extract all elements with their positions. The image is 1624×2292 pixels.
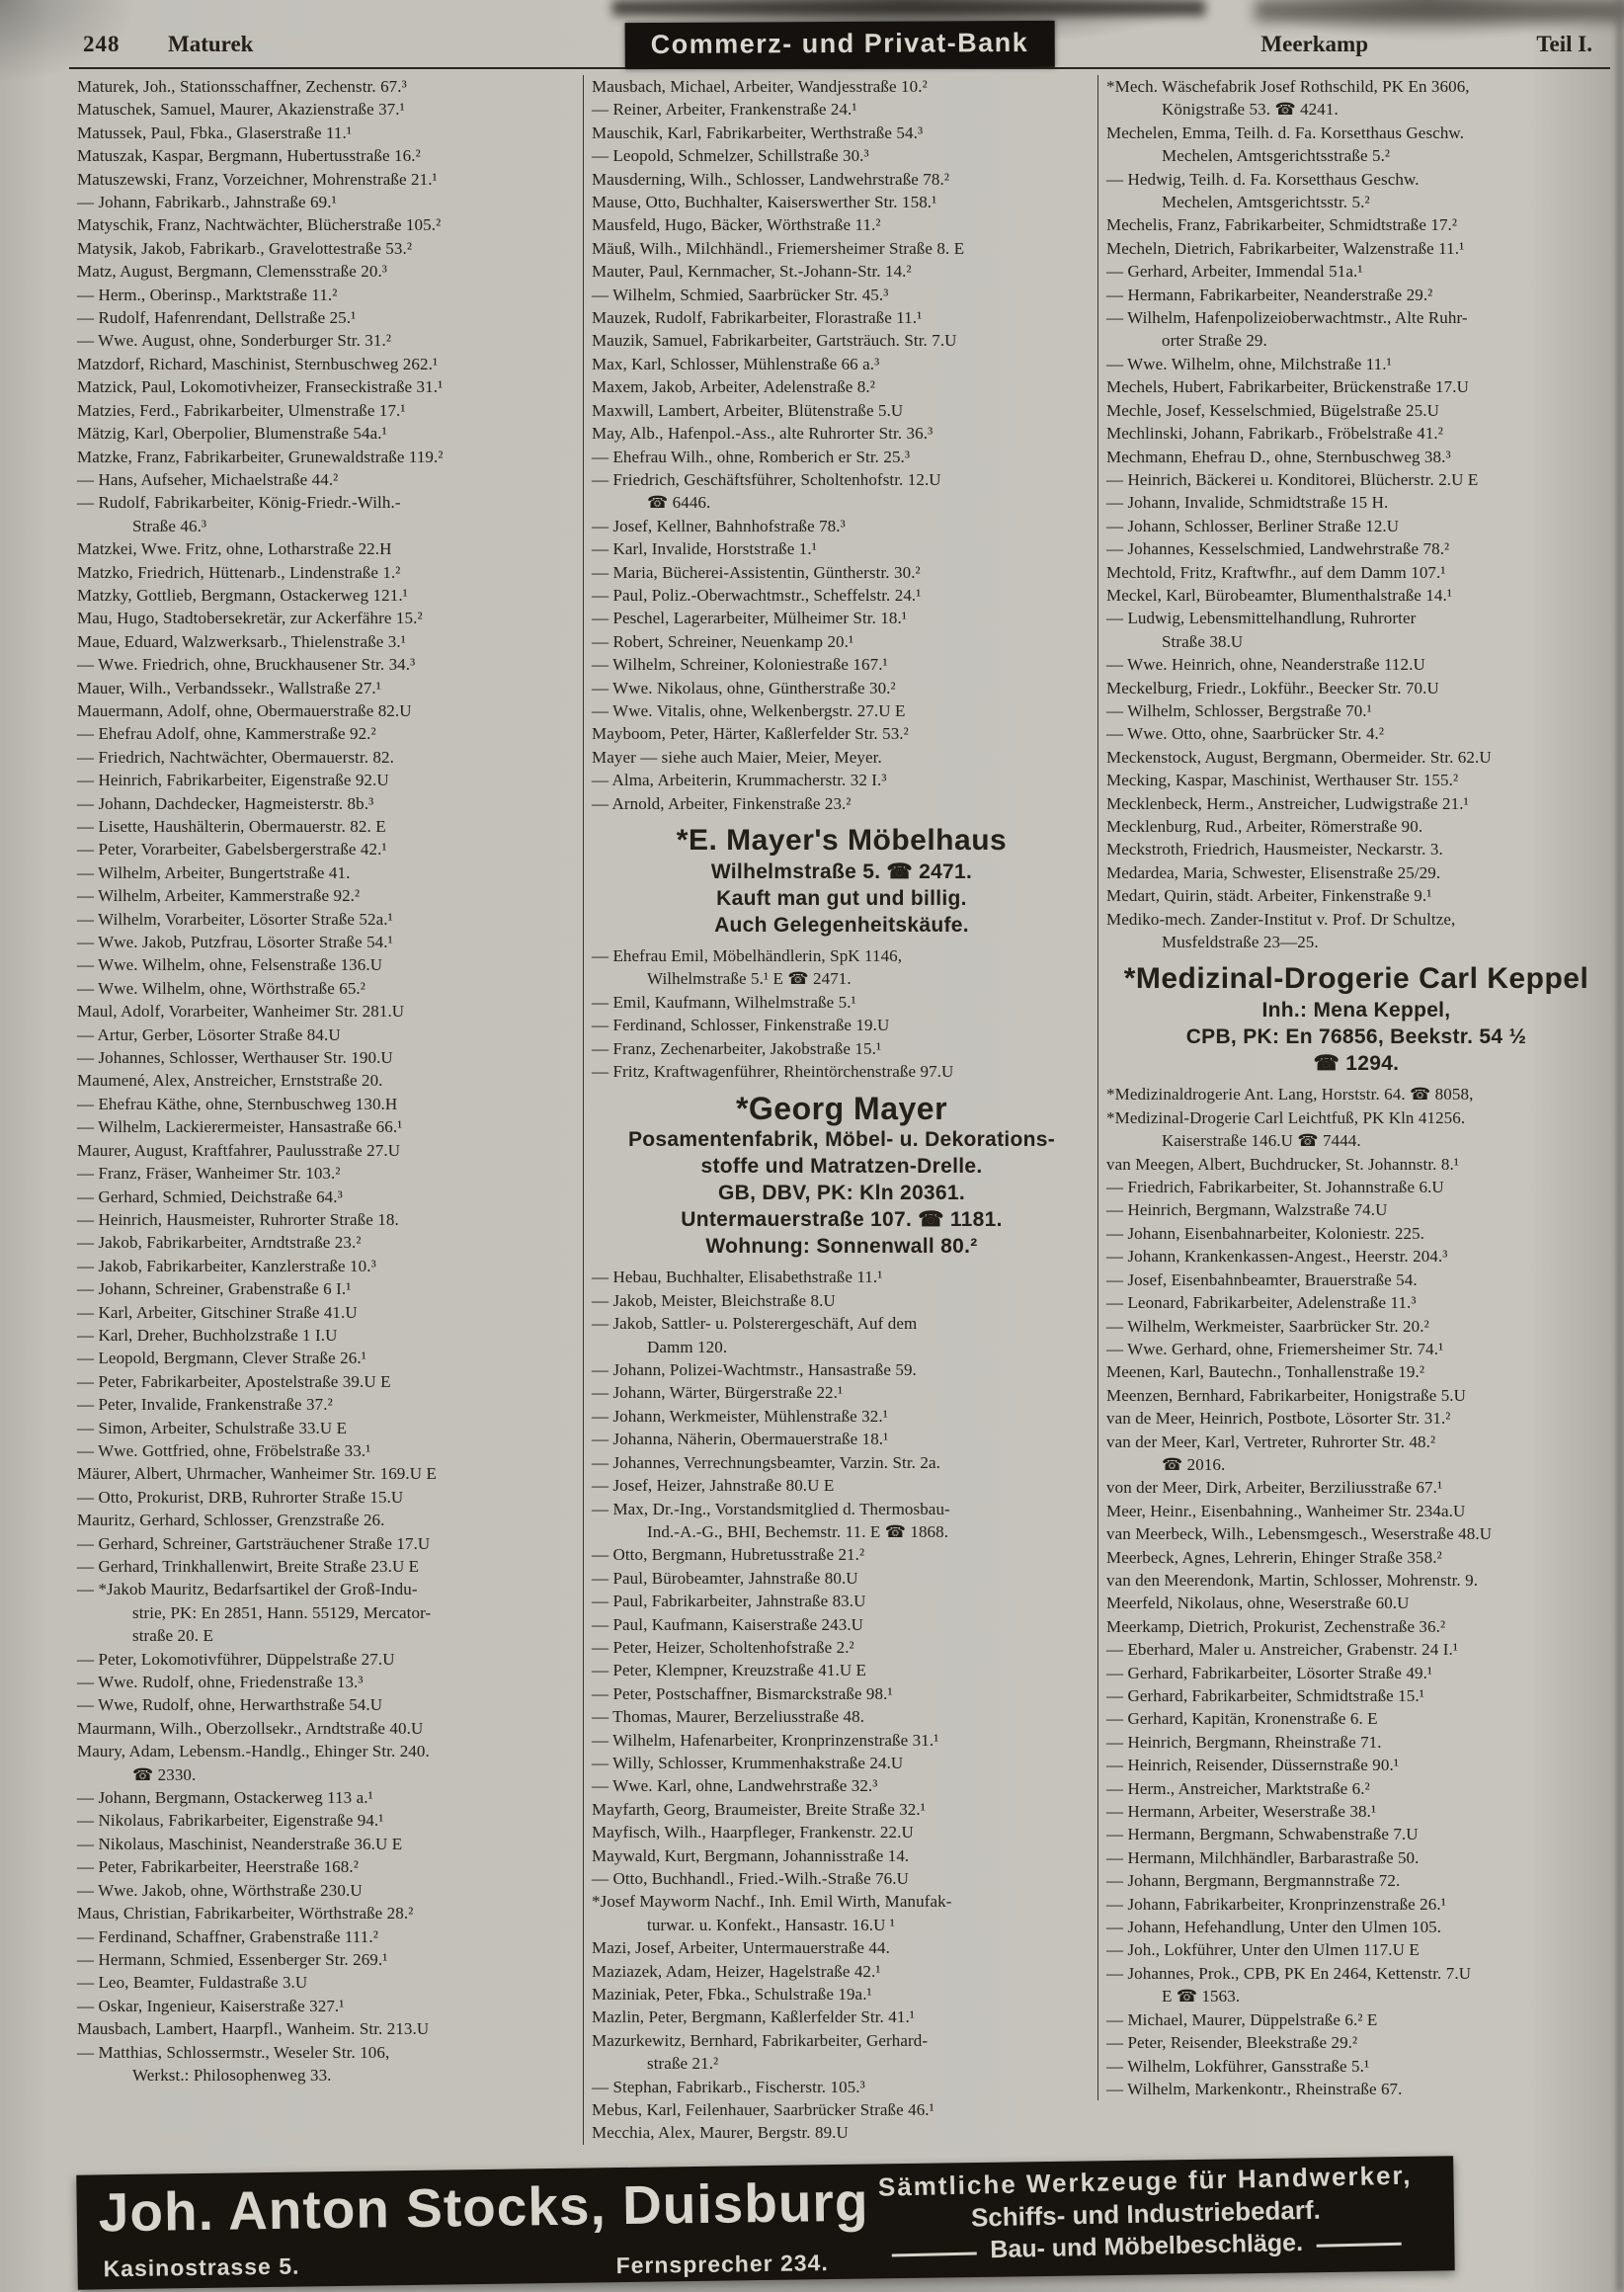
page-header [69, 24, 1610, 69]
directory-entry: — Rudolf, Fabrikarbeiter, König-Friedr.-Wilh.- [77, 493, 401, 513]
directory-entry: — Johann, Schreiner, Grabenstraße 6 I.¹ [77, 1279, 352, 1299]
directory-entry: Mayfisch, Wilh., Haarpfleger, Frankenstr. 22.U [592, 1823, 914, 1842]
directory-entry: — Lisette, Haushälterin, Obermauerstr. 82. E [77, 817, 386, 836]
directory-entry: van Meerbeck, Wilh., Lebensmgesch., Weserstraße 48.U [1106, 1524, 1493, 1544]
directory-entry: Mecklenbeck, Herm., Anstreicher, Ludwigstraße 21.¹ [1106, 793, 1469, 813]
directory-entry: — Gerhard, Fabrikarbeiter, Lösorter Straße 49.¹ [1106, 1663, 1433, 1682]
directory-entry: — Johann, Dachdecker, Hagmeisterstr. 8b.³ [77, 793, 374, 813]
directory-entry: — Peter, Invalide, Frankenstraße 37.² [77, 1395, 333, 1415]
directory-entry: Mause, Otto, Buchhalter, Kaiserswerther Str. 158.¹ [592, 193, 937, 212]
directory-entry: — Wwe. Otto, ohne, Saarbrücker Str. 4.² [1106, 724, 1385, 744]
directory-entry: Mauschik, Karl, Fabrikarbeiter, Werthstraße 54.³ [592, 123, 924, 142]
ad-line: GB, DBV, PK: Kln 20361. [717, 1182, 966, 1205]
directory-entry: Mayboom, Peter, Härter, Kaßlerfelder Str. 53.² [592, 724, 909, 744]
ad-title: *Medizinal-Drogerie Carl Keppel [1123, 962, 1589, 996]
directory-entry: — Michael, Maurer, Düppelstraße 6.² E [1106, 2009, 1378, 2029]
directory-entry: — Wilhelm, Arbeiter, Kammerstraße 92.² [77, 886, 361, 906]
directory-entry: straße 20. E [132, 1626, 213, 1646]
directory-entry: *Mech. Wäschefabrik Josef Rothschild, PK En 3606, [1106, 77, 1470, 96]
directory-entry: May, Alb., Hafenpol.-Ass., alte Ruhrorter Str. 36.³ [592, 424, 934, 444]
directory-entry: — Wilhelm, Markenkontr., Rheinstraße 67. [1106, 2079, 1403, 2098]
directory-entry: Matuszewski, Franz, Vorzeichner, Mohrenstraße 21.¹ [77, 169, 438, 189]
directory-entry: — Otto, Prokurist, DRB, Ruhrorter Straße 15.U [77, 1487, 404, 1507]
directory-entry: Meer, Heinr., Eisenbahning., Wanheimer Str. 234a.U [1106, 1501, 1466, 1520]
directory-entry: — Joh., Lokführer, Unter den Ulmen 117.U E [1106, 1940, 1420, 1960]
directory-entry: — Johannes, Kesselschmied, Landwehrstraße 78.² [1106, 539, 1450, 559]
directory-entry: — Johann, Bergmann, Bergmannstraße 72. [1106, 1871, 1401, 1891]
ad-georg-mayer [592, 1091, 1092, 1260]
directory-entry: turwar. u. Konfekt., Hansastr. 16.U ¹ [647, 1915, 896, 1934]
directory-entry: — Johann, Wärter, Bürgerstraße 22.¹ [592, 1383, 844, 1403]
directory-entry: van der Meer, Karl, Vertreter, Ruhrorter Str. 48.² [1106, 1432, 1436, 1451]
directory-entry: *Josef Mayworm Nachf., Inh. Emil Wirth, Manufak- [592, 1892, 952, 1912]
directory-entry: van den Meerendonk, Martin, Schlosser, Mohrenstr. 9. [1106, 1570, 1479, 1590]
directory-entry: — Ehefrau Adolf, ohne, Kammerstraße 92.² [77, 724, 376, 744]
ad-medizinal-drogerie-keppel [1106, 961, 1606, 1077]
directory-entry: Mechtold, Fritz, Kraftwfhr., auf dem Damm 107.¹ [1106, 562, 1446, 582]
directory-entry: — Johannes, Schlosser, Werthauser Str. 190.U [77, 1048, 393, 1068]
directory-entry: Meenzen, Bernhard, Fabrikarbeiter, Honigstraße 5.U [1106, 1385, 1467, 1405]
directory-entry: — Emil, Kaufmann, Wilhelmstraße 5.¹ [592, 992, 856, 1012]
directory-entry: Mechels, Hubert, Fabrikarbeiter, Brückenstraße 17.U [1106, 377, 1469, 397]
ad-line: stoffe und Matratzen-Drelle. [700, 1155, 983, 1179]
directory-entry: Maywald, Kurt, Bergmann, Johannisstraße 14. [592, 1845, 910, 1865]
directory-columns [69, 75, 1612, 2145]
directory-column-2 [583, 75, 1097, 2145]
ad-line: Wohnung: Sonnenwall 80.² [705, 1235, 978, 1259]
directory-entry: Matzkei, Wwe. Fritz, ohne, Lotharstraße 22.H [77, 539, 392, 559]
directory-entry: — Nikolaus, Fabrikarbeiter, Eigenstraße 94.¹ [77, 1811, 384, 1831]
directory-entry: van Meegen, Albert, Buchdrucker, St. Johannstr. 8.¹ [1106, 1154, 1460, 1174]
directory-entry: — Wilhelm, Schmied, Saarbrücker Str. 45.³ [592, 285, 889, 304]
directory-entry: — Wilhelm, Schlosser, Bergstraße 70.¹ [1106, 700, 1372, 720]
directory-entry: Mechelis, Franz, Fabrikarbeiter, Schmidtstraße 17.² [1106, 215, 1458, 235]
directory-entry: — Karl, Dreher, Buchholzstraße 1 I.U [77, 1325, 338, 1345]
directory-entry: — Wwe. Rudolf, ohne, Friedenstraße 13.³ [77, 1673, 364, 1692]
directory-entry: Mauritz, Gerhard, Schlosser, Grenzstraße 26. [77, 1511, 385, 1530]
page-number: 248 [83, 32, 121, 56]
directory-entry: — Karl, Invalide, Horststraße 1.¹ [592, 539, 817, 559]
directory-entry: — Wwe. Gottfried, ohne, Fröbelstraße 33.¹ [77, 1440, 371, 1460]
directory-entry: Matussek, Paul, Fbka., Glaserstraße 11.¹ [77, 123, 353, 142]
directory-entry: — Wwe. Nikolaus, ohne, Güntherstraße 30.² [592, 678, 896, 697]
directory-entry: — Gerhard, Schreiner, Gartsträuchener Straße 17.U [77, 1533, 431, 1553]
directory-entry: — Jakob, Fabrikarbeiter, Kanzlerstraße 10.³ [77, 1256, 376, 1275]
directory-entry: Maturek, Joh., Stationsschaffner, Zechenstr. 67.³ [77, 77, 407, 96]
directory-entry: ☎ 6446. [647, 493, 711, 513]
directory-entry: ☎ 2330. [132, 1764, 197, 1784]
directory-entry: — Heinrich, Reisender, Düssernstraße 90.¹ [1106, 1756, 1400, 1775]
directory-entry: Mecking, Kaspar, Maschinist, Werthauser Str. 155.² [1106, 771, 1459, 790]
directory-entry: Matzdorf, Richard, Maschinist, Sternbuschweg 262.¹ [77, 354, 439, 373]
directory-entry: — Gerhard, Schmied, Deichstraße 64.³ [77, 1187, 343, 1206]
directory-entry: — Hermann, Bergmann, Schwabenstraße 7.U [1106, 1825, 1419, 1844]
directory-entry: — Peter, Vorarbeiter, Gabelsbergerstraße 42.¹ [77, 840, 387, 860]
directory-entry: — Leonard, Fabrikarbeiter, Adelenstraße 11.³ [1106, 1293, 1417, 1313]
directory-entry: — Wwe. Gerhard, ohne, Friemersheimer Str. 74.¹ [1106, 1339, 1444, 1358]
directory-entry: — Peter, Lokomotivführer, Düppelstraße 27.U [77, 1649, 395, 1669]
directory-entry: Wilhelmstraße 5.¹ E ☎ 2471. [647, 969, 852, 989]
ad-line: CPB, PK: En 76856, Beekstr. 54 ½ [1185, 1025, 1527, 1049]
directory-entry: — Willy, Schlosser, Krummenhakstraße 24.U [592, 1753, 904, 1772]
directory-entry: Kaiserstraße 146.U ☎ 7444. [1162, 1131, 1361, 1151]
directory-entry: — Wilhelm, Vorarbeiter, Lösorter Straße 52a.¹ [77, 909, 393, 929]
directory-entry: — Paul, Fabrikarbeiter, Jahnstraße 83.U [592, 1592, 866, 1611]
directory-entry: Mauer, Wilh., Verbandssekr., Wallstraße 27.¹ [77, 678, 381, 697]
directory-entry: Mätzig, Karl, Oberpolier, Blumenstraße 54a.¹ [77, 424, 387, 444]
directory-entry: Mauter, Paul, Kernmacher, St.-Johann-Str. 14.² [592, 262, 912, 282]
directory-entry: — Max, Dr.-Ing., Vorstandsmitglied d. Thermosbau- [592, 1499, 950, 1518]
directory-entry: — Wilhelm, Schreiner, Koloniestraße 167.¹ [592, 655, 888, 675]
directory-entry: Mäurer, Albert, Uhrmacher, Wanheimer Str. 169.U E [77, 1464, 437, 1484]
directory-entry: Mauermann, Adolf, ohne, Obermauerstraße 82.U [77, 700, 412, 720]
directory-entry: Mäuß, Wilh., Milchhändl., Friemersheimer Straße 8. E [592, 238, 965, 258]
directory-entry: Mausfeld, Hugo, Bäcker, Wörthstraße 11.² [592, 215, 881, 235]
directory-entry: — Wilhelm, Hafenarbeiter, Kronprinzenstraße 31.¹ [592, 1730, 939, 1750]
directory-entry: Mazurkewitz, Bernhard, Fabrikarbeiter, Gerhard- [592, 2030, 929, 2050]
directory-entry: — Eberhard, Maler u. Anstreicher, Grabenstr. 24 I.¹ [1106, 1640, 1459, 1660]
directory-entry: — Paul, Kaufmann, Kaiserstraße 243.U [592, 1614, 864, 1634]
ad-title: *Georg Mayer [735, 1091, 948, 1127]
directory-entry: — Peter, Reisender, Bleekstraße 29.² [1106, 2033, 1358, 2053]
directory-entry: Matzies, Ferd., Fabrikarbeiter, Ulmenstraße 17.¹ [77, 400, 406, 420]
directory-entry: E ☎ 1563. [1162, 1987, 1241, 2006]
directory-entry: — Jakob, Fabrikarbeiter, Arndtstraße 23.² [77, 1233, 362, 1253]
directory-entry: Maus, Christian, Fabrikarbeiter, Wörthstraße 28.² [77, 1904, 414, 1924]
directory-entry: — Otto, Bergmann, Hubretusstraße 21.² [592, 1545, 865, 1565]
directory-entry: — Hans, Aufseher, Michaelstraße 44.² [77, 469, 339, 489]
directory-entry: — Peter, Fabrikarbeiter, Heerstraße 168.² [77, 1857, 359, 1877]
directory-entry: — Johann, Fabrikarb., Jahnstraße 69.¹ [77, 193, 337, 212]
directory-entry: — Herm., Oberinsp., Marktstraße 11.² [77, 285, 338, 304]
directory-entry: Damm 120. [647, 1337, 728, 1356]
directory-entry: Mechelen, Amtsgerichtsstr. 5.² [1162, 193, 1370, 212]
directory-entry: — Peschel, Lagerarbeiter, Mülheimer Str. 18.¹ [592, 609, 908, 628]
directory-entry: Matysik, Jakob, Fabrikarb., Gravelottestraße 53.² [77, 238, 413, 258]
directory-entry: Meerkamp, Dietrich, Prokurist, Zechenstraße 36.² [1106, 1616, 1446, 1636]
directory-entry: Ind.-A.-G., BHI, Bechemstr. 11. E ☎ 1868. [647, 1521, 949, 1541]
directory-entry: Mausderning, Wilh., Schlosser, Landwehrstraße 78.² [592, 169, 950, 189]
directory-entry: — Heinrich, Bergmann, Walzstraße 74.U [1106, 1200, 1388, 1220]
directory-entry: — Maria, Bücherei-Assistentin, Güntherstr. 30.² [592, 562, 921, 582]
directory-entry: — Hermann, Schmied, Essenberger Str. 269.¹ [77, 1949, 388, 1969]
directory-entry: — Fritz, Kraftwagenführer, Rheintörchenstraße 97.U [592, 1062, 954, 1082]
directory-entry: — Jakob, Meister, Bleichstraße 8.U [592, 1290, 836, 1310]
directory-entry: — Ehefrau Wilh., ohne, Romberich er Str. 25.³ [592, 447, 911, 466]
directory-entry: — Ehefrau Käthe, ohne, Sternbuschweg 130.H [77, 1094, 398, 1113]
directory-entry: — Johannes, Verrechnungsbeamter, Varzin. Str. 2a. [592, 1452, 940, 1472]
directory-entry: — Wwe. Vitalis, ohne, Welkenbergstr. 27.U E [592, 700, 906, 720]
ad-line: ☎ 1294. [1313, 1052, 1400, 1076]
directory-entry: Maurmann, Wilh., Oberzollsekr., Arndtstraße 40.U [77, 1718, 424, 1738]
scan-artifact [1616, 0, 1624, 2292]
ad-line: Wilhelmstraße 5. ☎ 2471. [710, 860, 973, 883]
directory-entry: — Ferdinand, Schaffner, Grabenstraße 111.² [77, 1926, 378, 1946]
directory-entry: Maurer, August, Kraftfahrer, Paulusstraße 27.U [77, 1140, 401, 1160]
directory-entry: Mecklenburg, Rud., Arbeiter, Römerstraße 90. [1106, 817, 1423, 836]
directory-entry: — Josef, Heizer, Jahnstraße 80.U E [592, 1476, 835, 1496]
directory-entry: — Alma, Arbeiterin, Krummacherstr. 32 I.³ [592, 771, 887, 790]
ad-line: Posamentenfabrik, Möbel- u. Dekorations- [627, 1128, 1056, 1152]
directory-entry: — Peter, Heizer, Scholtenhofstraße 2.² [592, 1637, 854, 1657]
rule-decoration [891, 2252, 976, 2257]
footer-ad-line: Bau- und Möbelbeschläge. [990, 2229, 1304, 2264]
directory-entry: Meerfeld, Nikolaus, ohne, Weserstraße 60.U [1106, 1594, 1410, 1613]
directory-entry: — Wwe. Friedrich, ohne, Bruckhausener Str. 34.³ [77, 655, 416, 675]
directory-entry: — Johann, Schlosser, Berliner Straße 12.U [1106, 516, 1400, 535]
directory-entry: — Hedwig, Teilh. d. Fa. Korsetthaus Geschw. [1106, 169, 1420, 189]
directory-entry: Maxem, Jakob, Arbeiter, Adelenstraße 8.² [592, 377, 875, 397]
directory-entry: — Wwe. Jakob, Putzfrau, Lösorter Straße 54.¹ [77, 933, 393, 952]
directory-entry: — Karl, Arbeiter, Gitschiner Straße 41.U [77, 1302, 358, 1322]
directory-entry: — Herm., Anstreicher, Marktstraße 6.² [1106, 1778, 1370, 1798]
directory-entry: Matz, August, Bergmann, Clemensstraße 20.³ [77, 262, 387, 282]
rule-decoration [1317, 2243, 1402, 2248]
directory-entry: Mazlin, Peter, Bergmann, Kaßlerfelder Str. 41.¹ [592, 2007, 915, 2027]
directory-entry: — Johann, Hefehandlung, Unter den Ulmen 105. [1106, 1918, 1442, 1937]
directory-entry: — Peter, Klempner, Kreuzstraße 41.U E [592, 1661, 867, 1680]
directory-entry: *Medizinal-Drogerie Carl Leichtfuß, PK Kln 41256. [1106, 1107, 1466, 1127]
directory-entry: — Franz, Zechenarbeiter, Jakobstraße 15.¹ [592, 1038, 882, 1058]
directory-entry: Maul, Adolf, Vorarbeiter, Wanheimer Str. 281.U [77, 1002, 405, 1022]
directory-entry: — Hermann, Milchhändler, Barbarastraße 50. [1106, 1847, 1420, 1867]
footer-ad-address: Kasinostrasse 5. [103, 2252, 300, 2282]
directory-entry: Maziniak, Peter, Fbka., Schulstraße 19a.¹ [592, 1985, 872, 2005]
directory-entry: — Friedrich, Fabrikarbeiter, St. Johannstraße 6.U [1106, 1178, 1444, 1197]
directory-entry: Mauzek, Rudolf, Fabrikarbeiter, Florastraße 11.¹ [592, 308, 923, 328]
directory-entry: — Josef, Eisenbahnbeamter, Brauerstraße 54. [1106, 1269, 1418, 1289]
directory-entry: — Wilhelm, Werkmeister, Saarbrücker Str. 20.² [1106, 1316, 1429, 1336]
directory-entry: — Johann, Invalide, Schmidtstraße 15 H. [1106, 493, 1389, 513]
directory-entry: Maziazek, Adam, Heizer, Hagelstraße 42.¹ [592, 1961, 881, 1981]
directory-entry: — Gerhard, Trinkhallenwirt, Breite Straße 23.U E [77, 1557, 420, 1576]
footer-ad-offer [849, 2158, 1443, 2270]
scan-artifact [1255, 0, 1624, 22]
footer-ad-line: Sämtliche Werkzeuge für Handwerker, [877, 2160, 1413, 2202]
directory-entry: — Paul, Bürobeamter, Jahnstraße 80.U [592, 1568, 858, 1588]
directory-entry: ☎ 2016. [1162, 1454, 1226, 1474]
directory-entry: — Peter, Postschaffner, Bismarckstraße 98.¹ [592, 1683, 893, 1703]
directory-entry: — Wilhelm, Hafenpolizeioberwachtmstr., Alte Ruhr- [1106, 308, 1468, 328]
directory-entry: van de Meer, Heinrich, Postbote, Lösorter Str. 31.² [1106, 1409, 1451, 1429]
directory-entry: — Friedrich, Nachtwächter, Obermauerstr. 82. [77, 747, 394, 767]
directory-entry: — Wwe. Wilhelm, ohne, Felsenstraße 136.U [77, 955, 383, 975]
directory-entry: — Peter, Fabrikarbeiter, Apostelstraße 39.U E [77, 1371, 391, 1391]
directory-entry: Matzke, Franz, Fabrikarbeiter, Grunewaldstraße 119.² [77, 447, 444, 466]
directory-entry: Medart, Quirin, städt. Arbeiter, Finkenstraße 9.¹ [1106, 886, 1432, 906]
directory-entry: — Wwe. Jakob, ohne, Wörthstraße 230.U [77, 1880, 363, 1900]
directory-entry: — Thomas, Maurer, Berzeliusstraße 48. [592, 1707, 865, 1727]
directory-entry: Mechmann, Ehefrau D., ohne, Sternbuschweg 38.³ [1106, 447, 1451, 466]
commerzbank-banner-ad: Commerz- und Privat-Bank [625, 21, 1055, 69]
ad-line: Untermauerstraße 107. ☎ 1181. [681, 1208, 1003, 1232]
directory-entry: — Friedrich, Geschäftsführer, Scholtenhofstr. 12.U [592, 469, 941, 489]
directory-entry: — Johann, Polizei-Wachtmstr., Hansastraße 59. [592, 1360, 917, 1380]
directory-entry: — Wwe. Wilhelm, ohne, Milchstraße 11.¹ [1106, 354, 1392, 373]
directory-column-3 [1097, 75, 1612, 2100]
directory-entry: — Wwe. Heinrich, ohne, Neanderstraße 112.U [1106, 655, 1425, 675]
directory-entry: — Johann, Eisenbahnarbeiter, Koloniestr. 225. [1106, 1223, 1425, 1243]
directory-entry: Straße 46.³ [132, 516, 207, 535]
directory-entry: — Hermann, Fabrikarbeiter, Neanderstraße 29.² [1106, 285, 1433, 304]
directory-entry: Matzky, Gottlieb, Bergmann, Ostackerweg 121.¹ [77, 585, 408, 605]
part-label: Teil I. [1536, 32, 1592, 56]
directory-entry: Matuschek, Samuel, Maurer, Akazienstraße 37.¹ [77, 100, 405, 120]
directory-entry: Werkst.: Philosophenweg 33. [132, 2065, 332, 2085]
footer-ad-phone: Fernsprecher 234. [615, 2250, 829, 2279]
directory-entry: Mayer — siehe auch Maier, Meier, Meyer. [592, 747, 882, 767]
scan-artifact [612, 0, 1205, 16]
directory-entry: — Heinrich, Bäckerei u. Konditorei, Blücherstr. 2.U E [1106, 469, 1479, 489]
directory-entry: Meerbeck, Agnes, Lehrerin, Ehinger Straße 358.² [1106, 1547, 1442, 1567]
directory-entry: — Nikolaus, Maschinist, Neanderstraße 36.U E [77, 1834, 403, 1853]
directory-entry: Maumené, Alex, Anstreicher, Ernststraße 20. [77, 1071, 383, 1091]
directory-entry: — Wilhelm, Lackierermeister, Hansastraße 66.¹ [77, 1117, 403, 1137]
directory-entry: *Medizinaldrogerie Ant. Lang, Horststr. 64. ☎ 8058, [1106, 1085, 1474, 1105]
directory-entry: — Wwe, Rudolf, ohne, Herwarthstraße 54.U [77, 1695, 383, 1715]
directory-entry: — Heinrich, Fabrikarbeiter, Eigenstraße 92.U [77, 771, 389, 790]
directory-entry: — Paul, Poliz.-Oberwachtmstr., Scheffelstr. 24.¹ [592, 585, 922, 605]
directory-entry: — Hebau, Buchhalter, Elisabethstraße 11.¹ [592, 1268, 883, 1287]
directory-entry: Maury, Adam, Lebensm.-Handlg., Ehinger Str. 240. [77, 1742, 430, 1761]
ad-line: Kauft man gut und billig. [716, 887, 967, 910]
directory-entry: — Reiner, Arbeiter, Frankenstraße 24.¹ [592, 100, 857, 120]
directory-entry: — Stephan, Fabrikarb., Fischerstr. 105.³ [592, 2077, 865, 2096]
directory-entry: Königstraße 53. ☎ 4241. [1162, 100, 1339, 120]
directory-column-1 [69, 75, 583, 2087]
catchword-right: Meerkamp [1260, 32, 1368, 56]
directory-entry: Meenen, Karl, Bautechn., Tonhallenstraße 19.² [1106, 1362, 1425, 1382]
directory-entry: — Johann, Krankenkassen-Angest., Heerstr. 204.³ [1106, 1247, 1448, 1267]
directory-entry: — Robert, Schreiner, Neuenkamp 20.¹ [592, 631, 854, 651]
directory-entry: — Gerhard, Fabrikarbeiter, Schmidtstraße 15.¹ [1106, 1686, 1424, 1705]
directory-entry: Matzick, Paul, Lokomotivheizer, Franseckistraße 31.¹ [77, 377, 444, 397]
directory-entry: — Leo, Beamter, Fuldastraße 3.U [77, 1973, 308, 1993]
directory-entry: Mausbach, Michael, Arbeiter, Wandjesstraße 10.² [592, 77, 928, 96]
directory-entry: Mediko-mech. Zander-Institut v. Prof. Dr Schultze, [1106, 909, 1456, 929]
directory-entry: Mazi, Josef, Arbeiter, Untermauerstraße 44. [592, 1938, 890, 1958]
directory-entry: Mau, Hugo, Stadtobersekretär, zur Ackerfähre 15.² [77, 609, 423, 628]
directory-entry: Matuszak, Kaspar, Bergmann, Hubertusstraße 16.² [77, 146, 421, 166]
directory-entry: — Josef, Kellner, Bahnhofstraße 78.³ [592, 516, 846, 535]
directory-entry: — Heinrich, Hausmeister, Ruhrorter Straße 18. [77, 1209, 399, 1229]
ad-title: *E. Mayer's Möbelhaus [676, 824, 1008, 857]
directory-entry: Meckel, Karl, Bürobeamter, Blumenthalstraße 14.¹ [1106, 585, 1453, 605]
directory-entry: — Heinrich, Bergmann, Rheinstraße 71. [1106, 1732, 1382, 1752]
directory-entry: Maue, Eduard, Walzwerksarb., Thielenstraße 3.¹ [77, 631, 406, 651]
directory-entry: Meckstroth, Friedrich, Hausmeister, Neckarstr. 3. [1106, 840, 1443, 860]
directory-entry: — Gerhard, Kapitän, Kronenstraße 6. E [1106, 1709, 1378, 1729]
directory-entry: — Johannes, Prok., CPB, PK En 2464, Kettenstr. 7.U [1106, 1963, 1472, 1983]
directory-entry: — *Jakob Mauritz, Bedarfsartikel der Groß-Indu- [77, 1580, 418, 1599]
directory-entry: — Matthias, Schlossermstr., Weseler Str. 106, [77, 2042, 390, 2062]
directory-entry: — Artur, Gerber, Lösorter Straße 84.U [77, 1024, 341, 1044]
footer-ad-stocks [76, 2156, 1454, 2289]
directory-entry: Mausbach, Lambert, Haarpfl., Wanheim. Str. 213.U [77, 2019, 430, 2039]
directory-entry: Musfeldstraße 23—25. [1162, 933, 1319, 952]
directory-entry: — Johann, Fabrikarbeiter, Kronprinzenstraße 26.¹ [1106, 1894, 1446, 1914]
directory-entry: — Franz, Fräser, Wanheimer Str. 103.² [77, 1164, 341, 1184]
directory-entry: — Johann, Werkmeister, Mühlenstraße 32.¹ [592, 1406, 888, 1426]
directory-entry: — Ludwig, Lebensmittelhandlung, Ruhrorter [1106, 609, 1417, 628]
directory-entry: — Hermann, Arbeiter, Weserstraße 38.¹ [1106, 1802, 1377, 1822]
directory-entry: — Johanna, Näherin, Obermauerstraße 18.¹ [592, 1430, 889, 1449]
ad-mayers-moebelhaus [592, 823, 1092, 939]
directory-entry: Mayfarth, Georg, Braumeister, Breite Straße 32.¹ [592, 1799, 926, 1819]
directory-entry: Mauzik, Samuel, Fabrikarbeiter, Gartsträuch. Str. 7.U [592, 331, 957, 351]
directory-entry: — Oskar, Ingenieur, Kaiserstraße 327.¹ [77, 1996, 345, 2015]
directory-entry: — Otto, Buchhandl., Fried.-Wilh.-Straße 76.U [592, 1869, 909, 1888]
directory-entry: orter Straße 29. [1162, 331, 1267, 351]
directory-entry: — Gerhard, Arbeiter, Immendal 51a.¹ [1106, 262, 1363, 282]
directory-entry: Mechelen, Amtsgerichtsstraße 5.² [1162, 146, 1391, 166]
directory-entry: — Jakob, Sattler- u. Polsterergeschäft, Auf dem [592, 1314, 918, 1334]
directory-entry: strie, PK: En 2851, Hann. 55129, Mercator- [132, 1602, 432, 1622]
directory-entry: Mebus, Karl, Feilenhauer, Saarbrücker Straße 46.¹ [592, 2100, 934, 2120]
catchword-left: Maturek [168, 32, 254, 56]
directory-entry: — Rudolf, Hafenrendant, Dellstraße 25.¹ [77, 308, 357, 328]
directory-entry: straße 21.² [647, 2054, 719, 2074]
directory-entry: — Simon, Arbeiter, Schulstraße 33.U E [77, 1418, 348, 1437]
directory-entry: Mechlinski, Johann, Fabrikarb., Fröbelstraße 41.² [1106, 424, 1443, 444]
directory-entry: — Ehefrau Emil, Möbelhändlerin, SpK 1146, [592, 946, 903, 965]
footer-ad-line: Schiffs- und Industriebedarf. [970, 2194, 1322, 2233]
directory-entry: — Wilhelm, Arbeiter, Bungertstraße 41. [77, 862, 351, 882]
directory-entry: — Wwe. August, ohne, Sonderburger Str. 31.² [77, 331, 392, 351]
directory-entry: — Wwe. Wilhelm, ohne, Wörthstraße 65.² [77, 978, 365, 998]
directory-entry: — Leopold, Bergmann, Clever Straße 26.¹ [77, 1349, 366, 1368]
directory-entry: — Leopold, Schmelzer, Schillstraße 30.³ [592, 146, 869, 166]
directory-entry: Meckenstock, August, Bergmann, Obermeider. Str. 62.U [1106, 747, 1492, 767]
directory-entry: Straße 38.U [1162, 631, 1244, 651]
directory-entry: von der Meer, Dirk, Arbeiter, Berziliusstraße 67.¹ [1106, 1478, 1443, 1498]
directory-entry: Mechelen, Emma, Teilh. d. Fa. Korsetthaus Geschw. [1106, 123, 1465, 142]
directory-entry: Mecheln, Dietrich, Fabrikarbeiter, Walzenstraße 11.¹ [1106, 238, 1465, 258]
ad-line: Auch Gelegenheitskäufe. [714, 914, 969, 937]
directory-entry: Matyschik, Franz, Nachtwächter, Blücherstraße 105.² [77, 215, 442, 235]
directory-entry: Maxwill, Lambert, Arbeiter, Blütenstraße 5.U [592, 400, 904, 420]
directory-entry: Medardea, Maria, Schwester, Elisenstraße 25/29. [1106, 862, 1441, 882]
directory-entry: — Johann, Bergmann, Ostackerweg 113 a.¹ [77, 1788, 373, 1808]
directory-entry: Mechle, Josef, Kesselschmied, Bügelstraße 25.U [1106, 400, 1439, 420]
directory-entry: Max, Karl, Schlosser, Mühlenstraße 66 a.³ [592, 354, 880, 373]
directory-entry: — Wwe. Karl, ohne, Landwehrstraße 32.³ [592, 1776, 878, 1796]
directory-entry: — Ferdinand, Schlosser, Finkenstraße 19.U [592, 1016, 890, 1035]
directory-entry: Matzko, Friedrich, Hüttenarb., Lindenstraße 1.² [77, 562, 401, 582]
footer-ad-company: Joh. Anton Stocks, Duisburg [98, 2170, 869, 2244]
ad-line: Inh.: Mena Keppel, [1261, 999, 1451, 1023]
directory-entry: Meckelburg, Friedr., Lokführ., Beecker Str. 70.U [1106, 678, 1439, 697]
directory-entry: — Wilhelm, Lokführer, Gansstraße 5.¹ [1106, 2056, 1370, 2076]
directory-entry: — Arnold, Arbeiter, Finkenstraße 23.² [592, 793, 852, 813]
directory-entry: Mecchia, Alex, Maurer, Bergstr. 89.U [592, 2123, 849, 2143]
